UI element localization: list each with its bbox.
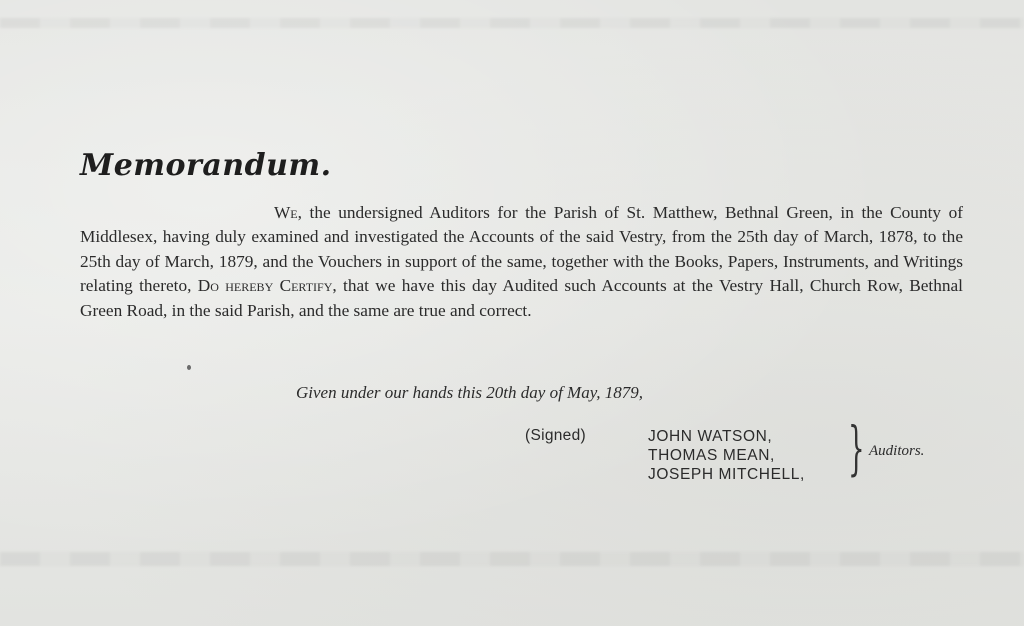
paragraph-certify-phrase: Do hereby Certify	[197, 276, 333, 296]
right-brace-glyph: }	[848, 414, 865, 482]
auditors-label: Auditors.	[869, 443, 925, 459]
signatory-name: THOMAS MEAN,	[648, 447, 775, 464]
ink-speck	[187, 365, 191, 370]
certification-paragraph	[80, 201, 963, 323]
memorandum-title: Memorandum.	[80, 148, 332, 183]
paragraph-lead-word: We	[274, 203, 298, 222]
signatory-name: JOSEPH MITCHELL,	[648, 466, 805, 483]
signatory-list	[648, 427, 805, 484]
signed-label: (Signed)	[525, 427, 586, 444]
signatory-name: JOHN WATSON,	[648, 428, 773, 445]
given-under-hands-line: Given under our hands this 20th day of May, 1879,	[296, 383, 644, 402]
paragraph-text-part2: , that we have this day Audited such Accounts at the Vestry Hall, Church Row, Bethnal Green Road, in the said Parish, and the same are true and correct.	[80, 276, 963, 320]
paragraph-text-part1: , the undersigned Auditors for the Parish of St. Matthew, Bethnal Green, in the County of Middlesex, having duly examined and investigated the Accounts of the said Vestry, from the 25th day of March, 1878, to the 25th day of March, 1879, and the Vouchers in support of the same, together with the Books, Papers, Instruments, and Writings relating thereto,	[80, 203, 963, 296]
